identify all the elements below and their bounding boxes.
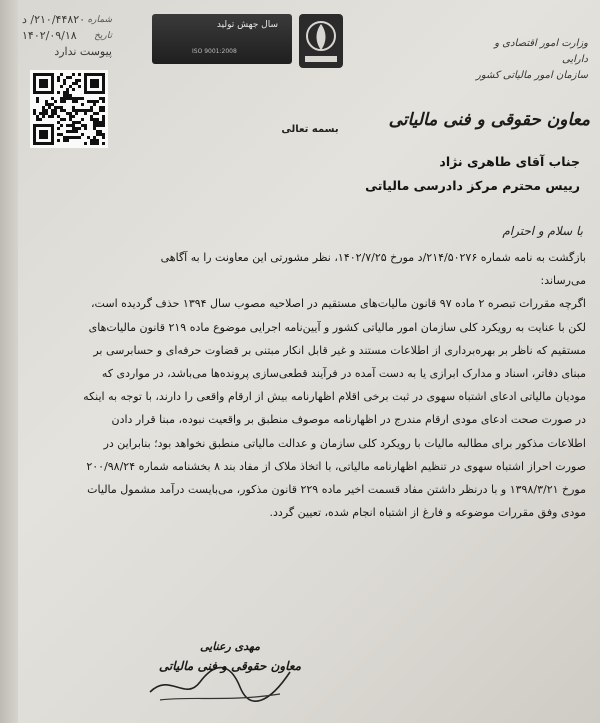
attachment-status: پیوست ندارد [54,45,112,58]
page-fold-shadow [0,0,18,723]
body-line: اطلاعات مذکور برای مطالبه مالیات با رویکرد کلی سازمان و عدالت مالیاتی منطبق نخواهد بود؛ بنابراین در [103,436,586,450]
body-line: بازگشت به نامه شماره ۲۱۴/۵۰۲۷۶/د مورخ ۱۴۰۲/۷/۲۵، نظر مشورتی این معاونت را به آگاهی [160,251,586,264]
letter-number: ۲۱۰/۴۴۸۲۰/ د [22,13,86,26]
organization-name: سازمان امور مالیاتی کشور [476,70,588,81]
signature-block [135,640,325,673]
body-line: در صورت صحت ادعای مودی ارقام مندرج در اظهارنامه موصوف منطبق بر واقعیت نبوده، مبنا قرار دادن [111,413,586,427]
qr-code [30,70,108,148]
body-line: مستقیم که ناظر بر بهره‌برداری از اطلاعات مستند و غیر قابل انکار مبتنی بر قضاوت حرفه‌ای و حسابرسی بر [93,343,586,357]
body-line: مودی وفق مقررات موضوعه و فارغ از اشتباه انجام شده، تعیین گردد. [269,506,586,520]
signatory-name: مهدی رعنایی [200,640,260,653]
slogan-banner [152,14,292,64]
body-line: صورت احراز اشتباه سهوی در تنظیم اظهارنامه مالیاتی، با اتخاذ ملاک از مفاد بند ۸ بخشنامه شماره ۲۰۰/۹۸/۲۴ [86,459,586,473]
issuer-heading [470,36,588,84]
emblem-icon [295,12,347,72]
bismillah: بسمه تعالی [281,124,339,135]
body-line: می‌رساند: [540,274,586,288]
recipient-title: رییس محترم مرکز دادرسی مالیاتی [365,178,580,193]
body-line: مورخ ۱۳۹۸/۳/۲۱ و با درنظر داشتن مفاد قسمت اخیر ماده ۲۲۹ قانون مذکور، می‌بایست درآمد مشمول مالیات [87,483,586,497]
body-line: مبنای دفاتر، اسناد و مدارک ابرازی یا به دست آمده در فرآیند قطعی‌سازی پرونده‌ها می‌باشد، در مواردی که [101,367,586,381]
attachment-row [22,44,112,60]
qr-code-icon [33,73,105,145]
office-title: معاون حقوقی و فنی مالیاتی [388,110,590,130]
recipient-block [250,150,580,198]
body-line: مودیان مالیاتی ادعای اشتباه سهوی در ثبت برخی اقلام اظهارنامه بیش از ارقام واقعی را دارند، با توجه به اینکه [83,390,586,404]
body-line: لکن با عنایت به رویکرد کلی سازمان امور مالیاتی کشور و آیین‌نامه اجرایی موضوع ماده ۲۱۹ قانون مالیات‌های [88,320,586,334]
signatory-title: معاون حقوقی و فنی مالیاتی [158,659,302,673]
recipient-name: جناب آقای طاهری نژاد [439,154,580,169]
letter-body [28,246,586,524]
ministry-name: وزارت امور اقتصادی و دارایی [494,38,588,65]
number-label: شماره [87,15,112,25]
number-row [22,12,112,28]
iran-emblem-logo [295,12,347,72]
reference-block [22,12,112,60]
iso-certificate-text: ISO 9001:2008 [192,48,237,55]
greeting: با سلام و احترام [502,224,583,238]
date-label: تاریخ [94,31,112,41]
date-row [22,28,112,44]
slogan-text: سال جهش تولید [216,20,278,30]
letter-date: ۱۴۰۲/۰۹/۱۸ [22,29,77,42]
body-line: اگرچه مقررات تبصره ۲ ماده ۹۷ قانون مالیات‌های مستقیم در اصلاحیه مصوب سال ۱۳۹۴ حذف گردیده است، [91,297,586,311]
